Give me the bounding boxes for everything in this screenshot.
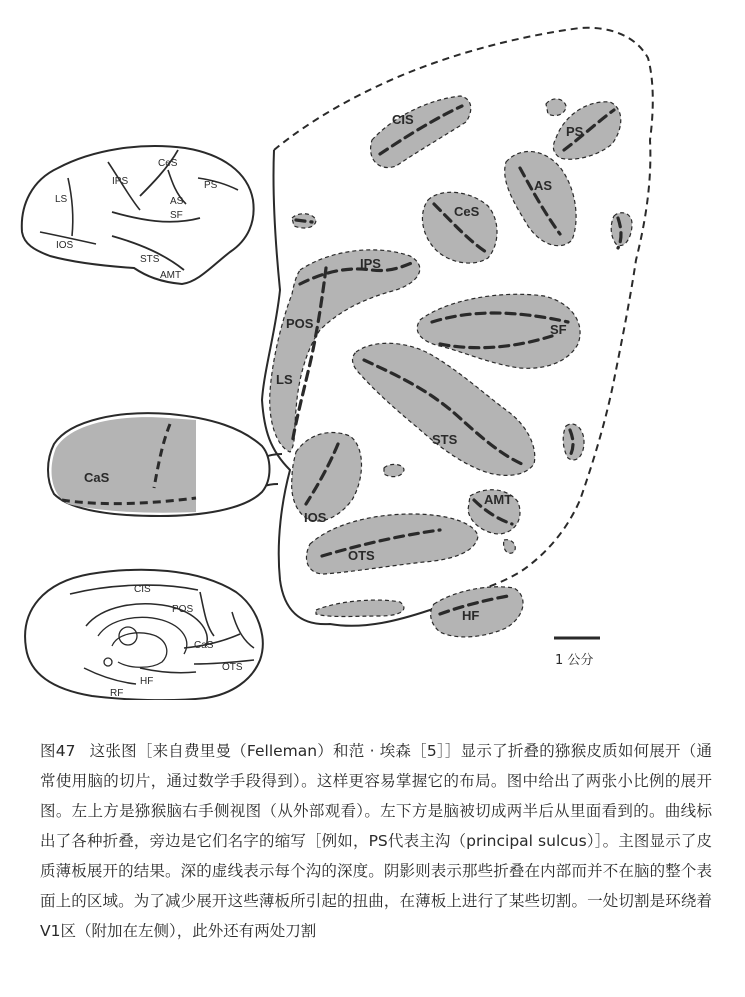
- label-ps: PS: [204, 180, 218, 191]
- label-amt: AMT: [160, 270, 182, 281]
- lateral-brain-view: [22, 146, 254, 284]
- label-cas: CaS: [194, 640, 214, 651]
- caption-title: 图47: [40, 742, 76, 760]
- medial-view-labels: [110, 584, 243, 699]
- label-hf: HF: [140, 676, 154, 687]
- label-sf: SF: [170, 210, 183, 221]
- flat-label-sf: SF: [550, 322, 567, 337]
- scale-bar: [554, 638, 600, 668]
- scale-bar-label: 1 公分: [555, 653, 594, 668]
- flat-label-cis: CIS: [392, 112, 414, 127]
- flat-label-ios: IOS: [304, 510, 327, 525]
- flat-label-amt: AMT: [484, 492, 513, 507]
- flat-label-cas: CaS: [84, 470, 110, 485]
- label-as: AS: [170, 196, 184, 207]
- v1-patch: [48, 413, 270, 516]
- flat-label-sts: STS: [432, 432, 458, 447]
- flat-label-ots: OTS: [348, 548, 375, 563]
- label-ots: OTS: [222, 662, 243, 673]
- figure-caption: [40, 736, 712, 946]
- label-rf: RF: [110, 688, 124, 699]
- flat-label-pos: POS: [286, 316, 314, 331]
- flat-label-ces: CeS: [454, 204, 480, 219]
- flat-label-ips: IPS: [360, 256, 381, 271]
- label-sts: STS: [140, 254, 160, 265]
- label-pos: POS: [172, 604, 194, 615]
- caption-text: 这张图［来自费里曼（Felleman）和范 · 埃森［5］］显示了折叠的猕猴皮质如何展开（通常使用脑的切片，通过数学手段得到）。这样更容易掌握它的布局。图中给出了两张小比例的展开图。左上方是猕猴脑右手侧视图（从外部观看）。左下方是脑被切成两半后从里面看到的。曲线标出了各种折叠，旁边是它们名字的缩写［例如，PS代表主沟（principal sulcus）］。主图显示了皮质薄板展开的结果。深的虚线表示每个沟的深度。阴影则表示那些折叠在内部而并不在脑的整个表面上的区域。为了减少展开这些薄板所引起的扭曲，在薄板上进行了某些切割。一处切割是环绕着V1区（附加在左侧），此外还有两处刀割: [40, 742, 712, 940]
- flat-label-ls: LS: [276, 372, 293, 387]
- flat-label-as: AS: [534, 178, 553, 193]
- label-ls: LS: [55, 194, 68, 205]
- label-ips: IPS: [112, 176, 129, 187]
- label-ces: CeS: [158, 158, 178, 169]
- label-cis: CIS: [134, 584, 151, 595]
- flat-label-ps: PS: [566, 124, 584, 139]
- label-ios: IOS: [56, 240, 74, 251]
- flat-label-hf: HF: [462, 608, 480, 623]
